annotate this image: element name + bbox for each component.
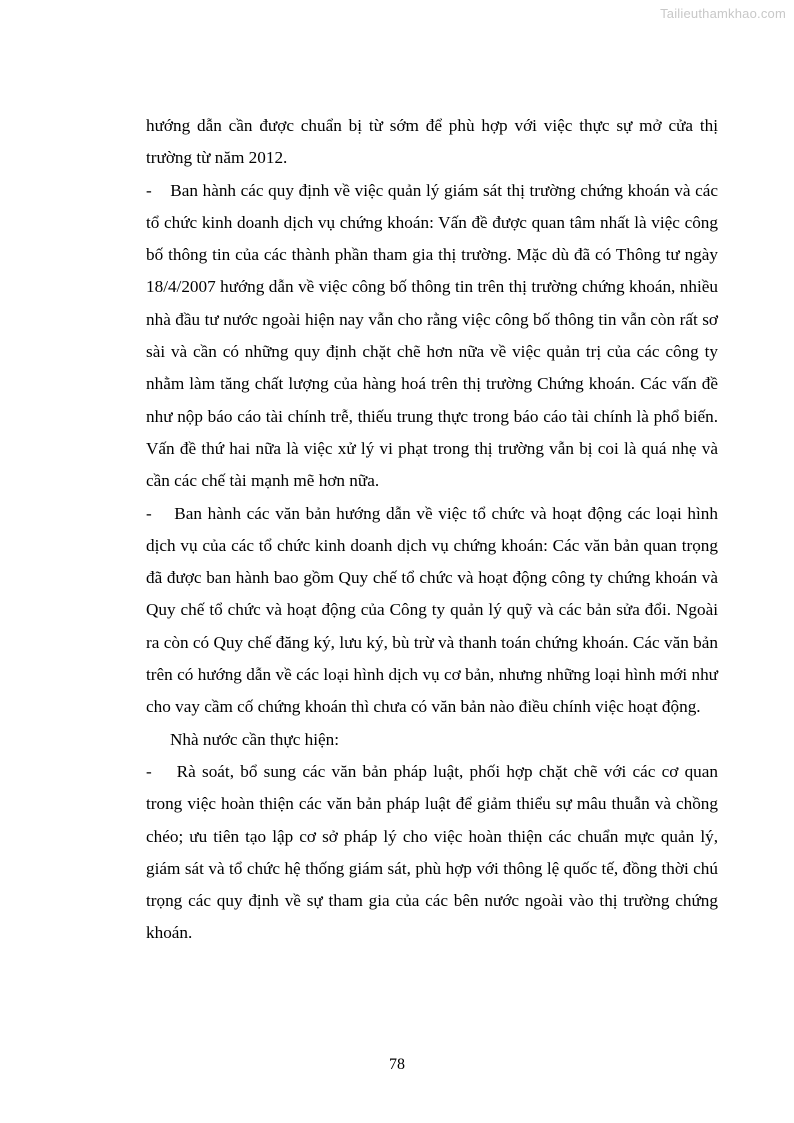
paragraph-continuation: hướng dẫn cần được chuẩn bị từ sớm để phù hợp với việc thực sự mở cửa thị trường từ năm 2012. (146, 116, 723, 168)
paragraph-bullet-service-guidance: - Ban hành các văn bản hướng dẫn về việc tổ chức và hoạt động các loại hình dịch vụ của các tổ chức kinh doanh dịch vụ chứng khoán: Các văn bản quan trọng đã được ban hành bao gồm Quy chế tổ chức và hoạt động công ty chứng khoán và Quy chế tổ chức và hoạt động của Công ty quản lý quỹ và các bản sửa đổi. Ngoài ra còn có Quy chế đăng ký, lưu ký, bù trừ và thanh toán chứng khoán. Các văn bản trên có hướng dẫn về các loại hình dịch vụ cơ bản, nhưng những loại hình mới như cho vay cầm cố chứng khoán thì chưa có văn bản nào điều chính việc hoạt động. (146, 503, 723, 717)
paragraph-state-actions-heading: Nhà nước cần thực hiện: (170, 729, 339, 749)
document-body (146, 110, 723, 950)
paragraph-bullet-supervision: - Ban hành các quy định về việc quản lý giám sát thị trường chứng khoán và các tổ chức kinh doanh dịch vụ chứng khoán: Vấn đề được quan tâm nhất là việc công bố thông tin của các thành phần tham gia thị trường. Mặc dù đã có Thông tư ngày 18/4/2007 hướng dẫn về việc công bố thông tin trên thị trường chứng khoán, nhiều nhà đầu tư nước ngoài hiện nay vẫn cho rằng việc công bố thông tin vẫn còn rất sơ sài và cần có những quy định chặt chẽ hơn nữa về việc quản trị của các công ty nhằm làm tăng chất lượng của hàng hoá trên thị trường Chứng khoán. Các vấn đề như nộp báo cáo tài chính trễ, thiếu trung thực trong báo cáo tài chính là phổ biến. Vấn đề thứ hai nữa là việc xử lý vi phạt trong thị trường vẫn bị coi là quá nhẹ và cần các chế tài mạnh mẽ hơn nữa. (146, 180, 723, 491)
page-number: 78 (389, 1056, 405, 1073)
watermark-text: Tailieuthamkhao.com (660, 6, 786, 21)
paragraph-bullet-legal-review: - Rà soát, bổ sung các văn bản pháp luật, phối hợp chặt chẽ với các cơ quan trong việc hoàn thiện các văn bản pháp luật để giảm thiểu sự mâu thuẫn và chồng chéo; ưu tiên tạo lập cơ sở pháp lý cho việc hoàn thiện các chuẩn mực quản lý, giám sát và tổ chức hệ thống giám sát, phù hợp với thông lệ quốc tế, đồng thời chú trọng các quy định về sự tham gia của các bên nước ngoài vào thị trường chứng khoán. (146, 761, 723, 943)
